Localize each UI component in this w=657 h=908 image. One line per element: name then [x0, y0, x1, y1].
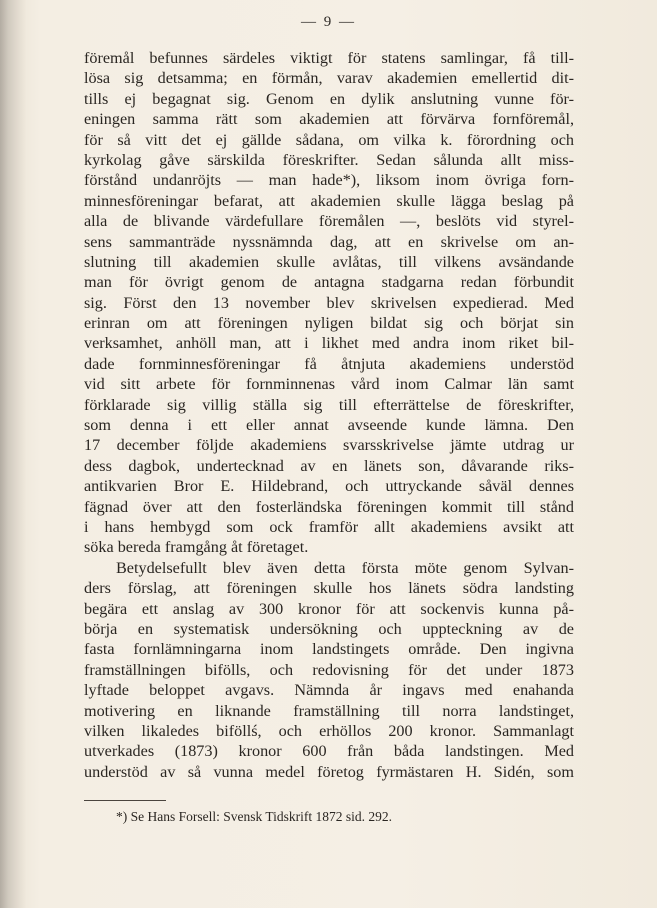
text-line: erinran om att föreningen nyligen bildat sig och börjat sin [84, 314, 574, 333]
text-line: begära ett anslag av 300 kronor för att sockenvis kunna på- [84, 599, 574, 618]
text-line: verksamhet, anhöll man, att i likhet med andra inom riket bil- [84, 334, 574, 353]
text-line: sens sammanträde nyssnämnda dag, att en skrivelse om an- [84, 232, 574, 251]
text-line: för så vitt det ej gällde sådana, om vilka k. förordning och [84, 130, 574, 149]
text-line: förklarade sig villig ställa sig till efterrättelse de föreskrifter, [84, 395, 574, 414]
body-text [84, 48, 574, 782]
text-line: lyftade beloppet avgavs. Nämnda år ingavs med enahanda [84, 681, 574, 700]
text-line: minnesföreningar befarat, att akademien skulle lägga beslag på [84, 191, 574, 210]
text-line: föremål befunnes särdeles viktigt för statens samlingar, få till- [84, 49, 574, 67]
page-gutter-shadow [0, 0, 26, 908]
text-line: antikvarien Bror E. Hildebrand, och uttryckande såväl dennes [84, 477, 574, 496]
text-line: dade fornminnesföreningar få åtnjuta akademiens understöd [84, 354, 574, 373]
text-line: utverkades (1873) kronor 600 från båda landstingen. Med [84, 742, 574, 761]
text-line: alla de blivande värdefullare föremålen —, beslöts vid styrel- [84, 212, 574, 231]
text-line: 17 december följde akademiens svarsskrivelse jämte utdrag ur [84, 436, 574, 455]
text-line: eningen samma rätt som akademien att förvärva fornföremål, [84, 110, 574, 129]
paragraph-last-line: söka bereda framgång åt företaget. [84, 538, 309, 557]
text-line: fasta fornlämningarna inom landstingets område. Den ingivna [84, 640, 574, 659]
paragraph-first-line: Betydelsefullt blev även detta första möte genom Sylvan- [116, 558, 574, 577]
text-line: i hans hembygd som ock framför allt akademiens avsikt att [84, 517, 574, 536]
text-line: vid sitt arbete för fornminnenas vård inom Calmar län samt [84, 375, 574, 394]
page-number: — 9 — [301, 14, 356, 30]
text-line: som denna i ett eller annat avseende kunde lämna. Den [84, 416, 574, 435]
text-line: kyrkolag gåve särskilda föreskrifter. Sedan sålunda allt miss- [84, 150, 574, 169]
text-line: dess dagbok, undertecknad av en länets son, dåvarande riks- [84, 456, 574, 475]
text-line: tills ej begagnat sig. Genom en dylik anslutning vunne för- [84, 89, 574, 108]
text-line: fägnad över att den fosterländska föreningen kommit till stånd [84, 497, 574, 516]
text-line: lösa sig detsamma; en förmån, varav akademien emellertid dit- [84, 69, 574, 88]
text-line: vilken likaledes biföllś, och erhöllos 200 kronor. Sammanlagt [84, 721, 574, 740]
text-line: sig. Först den 13 november blev skrivelsen expedierad. Med [84, 293, 574, 312]
text-line: understöd av så vunna medel företog fyrmästaren H. Sidén, som [84, 762, 574, 781]
text-line: motivering en liknande framställning till norra landstinget, [84, 701, 574, 720]
text-line: framställningen bifölls, och redovisning för det under 1873 [84, 660, 574, 679]
text-line: ders förslag, att föreningen skulle hos länets södra landsting [84, 579, 574, 598]
text-line: börja en systematisk undersökning och uppteckning av de [84, 619, 574, 638]
text-line: förstånd undanröjts — man hade*), liksom inom övriga forn- [84, 171, 574, 190]
footnote-divider [84, 800, 166, 801]
text-line: man för övrigt genom de antagna stadgarna redan förbundit [84, 273, 574, 292]
text-line: slutning till akademien skulle avlåtas, till vilkens avsändande [84, 252, 574, 271]
footnote: *) Se Hans Forsell: Svensk Tidskrift 1872 sid. 292. [116, 809, 393, 824]
